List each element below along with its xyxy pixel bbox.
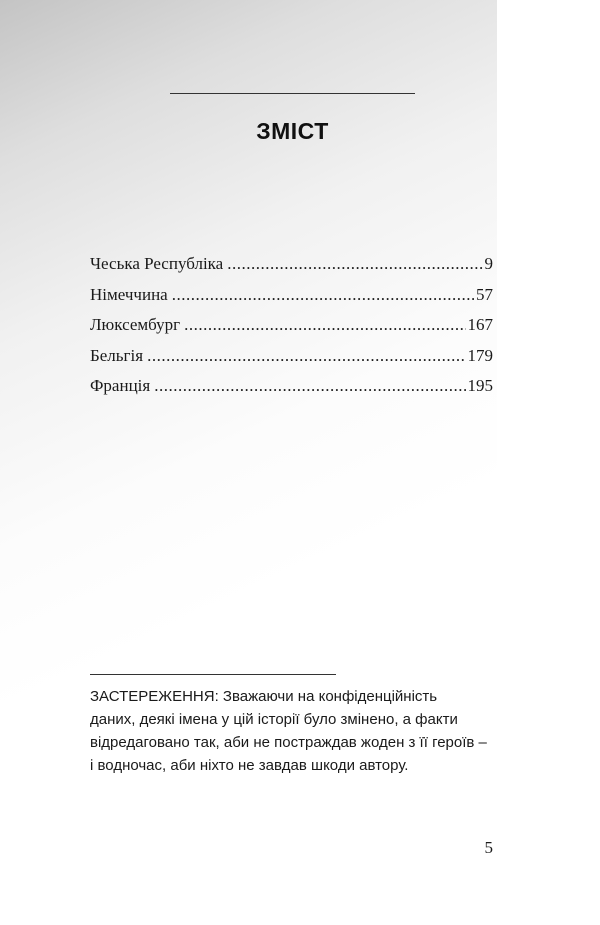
toc-entry-page: 179 xyxy=(467,345,493,365)
toc-entry xyxy=(90,376,493,407)
toc-entry-page: 167 xyxy=(467,315,493,334)
toc-leader-dots xyxy=(172,285,474,305)
toc-entry-title: Німеччина xyxy=(90,284,168,304)
toc-entry-page: 57 xyxy=(476,284,493,304)
disclaimer-line: відредаговано так, аби не постраждав жоден з її героїв – xyxy=(90,734,487,751)
toc-entry-page: 195 xyxy=(467,376,493,395)
page-number: 5 xyxy=(484,838,493,857)
table-of-contents xyxy=(90,254,493,407)
top-rule xyxy=(170,93,415,94)
toc-entry-title: Франція xyxy=(90,376,151,395)
toc-entry-title: Чеська Республіка xyxy=(90,254,224,273)
toc-entry-title: Бельгія xyxy=(90,345,144,365)
toc-leader-dots xyxy=(147,346,465,366)
toc-leader-dots xyxy=(154,376,465,396)
toc-entry xyxy=(90,346,493,377)
toc-leader-dots xyxy=(227,254,482,274)
disclaimer-line: даних, деякі імена у цій історії було змінено, а факти xyxy=(90,711,458,728)
toc-entry xyxy=(90,315,493,346)
disclaimer-note xyxy=(90,685,500,777)
page-title: ЗМІСТ xyxy=(256,118,329,144)
footnote-rule xyxy=(90,674,336,675)
toc-entry-title: Люксембург xyxy=(90,315,181,334)
toc-leader-dots xyxy=(184,315,465,335)
toc-entry xyxy=(90,285,493,316)
toc-entry-page: 9 xyxy=(484,254,493,273)
disclaimer-line: і водночас, аби ніхто не завдав шкоди автору. xyxy=(90,757,409,774)
disclaimer-line: ЗАСТЕРЕЖЕННЯ: Зважаючи на конфіденційність xyxy=(90,688,438,705)
toc-entry xyxy=(90,254,493,285)
